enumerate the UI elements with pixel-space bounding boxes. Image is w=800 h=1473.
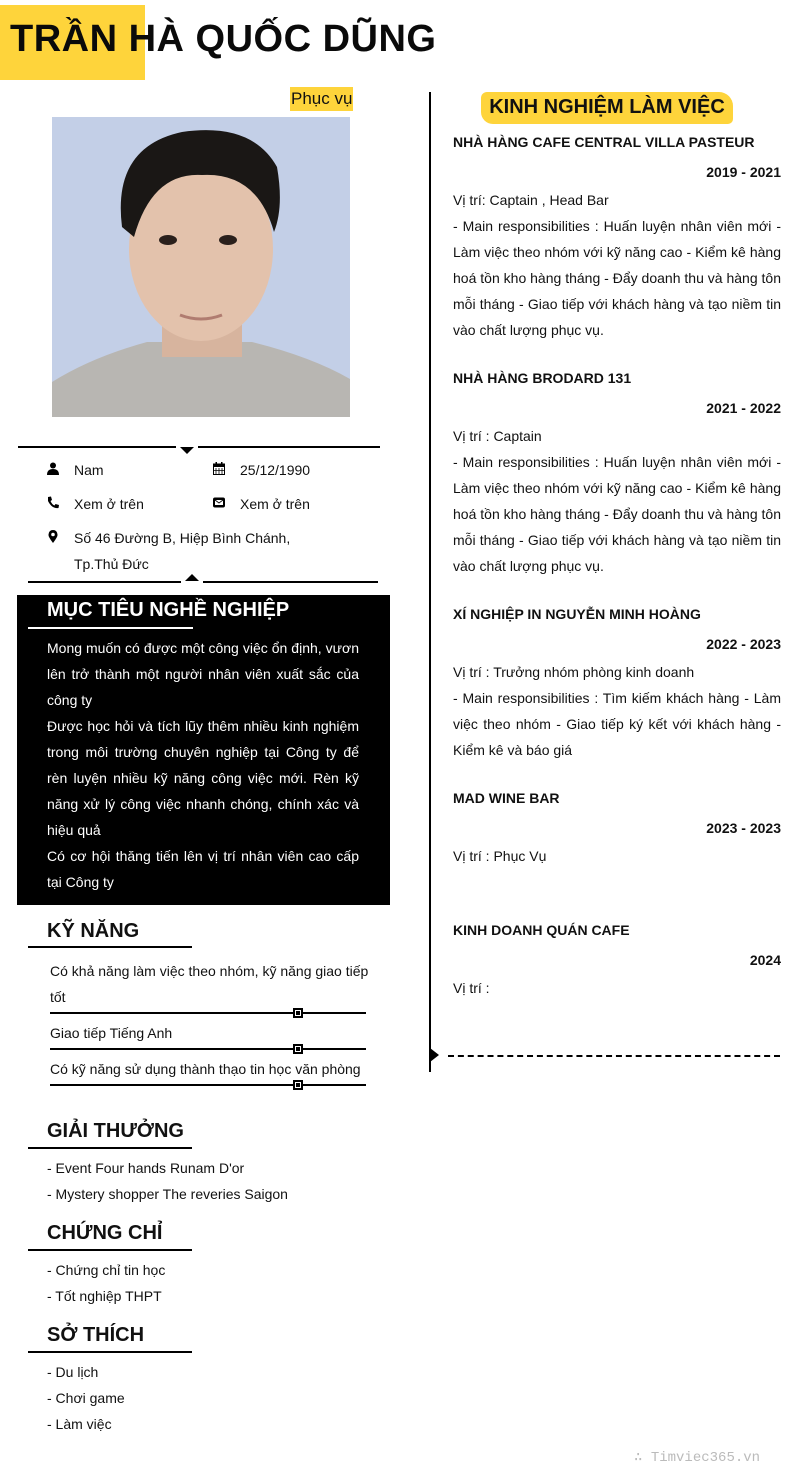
job-position: Vị trí : — [453, 980, 490, 996]
title-underline — [28, 1249, 192, 1251]
skills-title: KỸ NĂNG — [47, 920, 140, 942]
birthday-field: 25/12/1990 — [213, 457, 310, 483]
triangle-down-icon — [180, 447, 194, 454]
envelope-icon — [213, 491, 240, 517]
dashed-divider — [448, 1055, 780, 1057]
divider — [18, 446, 176, 448]
job-period: 2022 - 2023 — [706, 636, 781, 652]
user-icon — [47, 457, 74, 483]
timeline-line — [429, 92, 431, 1072]
certificates-title: CHỨNG CHỈ — [47, 1222, 163, 1244]
job-company: NHÀ HÀNG CAFE CENTRAL VILLA PASTEUR — [453, 134, 755, 150]
objective-title: MỤC TIÊU NGHỀ NGHIỆP — [47, 599, 290, 621]
title-underline — [28, 1351, 192, 1353]
title-underline — [28, 627, 193, 629]
job-description: - Main responsibilities : Huấn luyện nhân viên mới - Làm việc theo nhóm với kỹ năng cao - Kiểm kê hàng hoá tồn kho hàng tháng - Đẩy doanh thu và hàng tôn mỗi tháng - Giao tiếp với khách hàng và tạo niềm tin vào chất lượng phục vụ. — [453, 218, 781, 338]
experience-title: KINH NGHIỆM LÀM VIỆC — [489, 96, 725, 118]
certificate-item: - Tốt nghiệp THPT — [47, 1288, 162, 1304]
calendar-icon — [213, 457, 240, 483]
job-description: - Main responsibilities : Huấn luyện nhân viên mới - Làm việc theo nhóm với kỹ năng cao - Kiểm kê hàng hoá tồn kho hàng tháng - Đẩy doanh thu và hàng tôn mỗi tháng - Giao tiếp với khách hàng và tạo niềm tin vào chất lượng phục vụ. — [453, 454, 781, 574]
awards-title: GIẢI THƯỞNG — [47, 1120, 184, 1142]
divider — [28, 581, 181, 583]
gender-field: Nam — [47, 457, 104, 483]
skill-label: Có khả năng làm việc theo nhóm, kỹ năng giao tiếp tốt — [50, 963, 369, 1005]
skill-level-bar — [50, 1048, 366, 1050]
job-company: NHÀ HÀNG BRODARD 131 — [453, 370, 632, 386]
certificate-item: - Chứng chỉ tin học — [47, 1262, 166, 1278]
job-description: - Main responsibilities : Tìm kiếm khách hàng - Làm việc theo nhóm - Giao tiếp ký kết với khách hàng - Kiểm kê và báo giá — [453, 690, 781, 758]
map-marker-icon — [47, 525, 74, 577]
job-period: 2024 — [749, 952, 781, 968]
hobbies-title: SỞ THÍCH — [47, 1324, 145, 1346]
job-title: Phục vụ — [290, 87, 353, 111]
job-period: 2021 - 2022 — [706, 400, 781, 416]
skill-label: Có kỹ năng sử dụng thành thạo tin học văn phòng — [50, 1061, 361, 1077]
job-position: Vị trí: Captain , Head Bar — [453, 192, 609, 208]
hobby-item: - Chơi game — [47, 1390, 125, 1406]
candidate-name: TRẦN HÀ QUỐC DŨNG — [10, 18, 437, 60]
job-position: Vị trí : Phục Vụ — [453, 848, 547, 864]
skill-level-marker — [293, 1044, 303, 1054]
objective-section — [17, 595, 390, 905]
divider — [203, 581, 378, 583]
job-period: 2019 - 2021 — [706, 164, 781, 180]
skill-level-marker — [293, 1080, 303, 1090]
skill-level-bar — [50, 1084, 366, 1086]
job-company: XÍ NGHIỆP IN NGUYỄN MINH HOÀNG — [453, 606, 701, 622]
award-item: - Event Four hands Runam D'or — [47, 1160, 245, 1176]
skill-level-marker — [293, 1008, 303, 1018]
award-item: - Mystery shopper The reveries Saigon — [47, 1186, 288, 1202]
experience-title-highlight — [481, 92, 733, 124]
profile-photo — [52, 117, 350, 417]
job-period: 2023 - 2023 — [706, 820, 781, 836]
skill-label: Giao tiếp Tiếng Anh — [50, 1025, 173, 1041]
watermark: ∴ Timviec365.vn — [634, 1450, 761, 1466]
phone-field: Xem ở trên — [47, 491, 144, 517]
triangle-up-icon — [185, 574, 199, 581]
job-position: Vị trí : Captain — [453, 428, 542, 444]
title-underline — [28, 1147, 192, 1149]
job-position: Vị trí : Trưởng nhóm phòng kinh doanh — [453, 664, 695, 680]
job-company: MAD WINE BAR — [453, 790, 560, 806]
objective-text: Mong muốn có được một công việc ổn định, vươn lên trở thành một người nhân viên xuất sắc của công ty Được học hỏi và tích lũy thêm nhiều kinh nghiệm trong môi trường chuyên nghiệp tại Công ty để rèn luyện nhiều kỹ năng công việc mới. Rèn kỹ năng xử lý công việc nhanh chóng, chính xác và hiệu quả Có cơ hội thăng tiến lên vị trí nhân viên cao cấp tại Công ty — [47, 640, 359, 890]
skill-level-bar — [50, 1012, 366, 1014]
address-field: Số 46 Đường B, Hiệp Bình Chánh, Tp.Thủ Đức — [47, 525, 347, 577]
title-underline — [28, 946, 192, 948]
phone-icon — [47, 491, 74, 517]
job-company: KINH DOANH QUÁN CAFE — [453, 922, 630, 938]
hobby-item: - Du lịch — [47, 1364, 99, 1380]
email-field: Xem ở trên — [213, 491, 310, 517]
divider — [198, 446, 380, 448]
hobby-item: - Làm việc — [47, 1416, 112, 1432]
triangle-right-icon — [430, 1048, 439, 1062]
